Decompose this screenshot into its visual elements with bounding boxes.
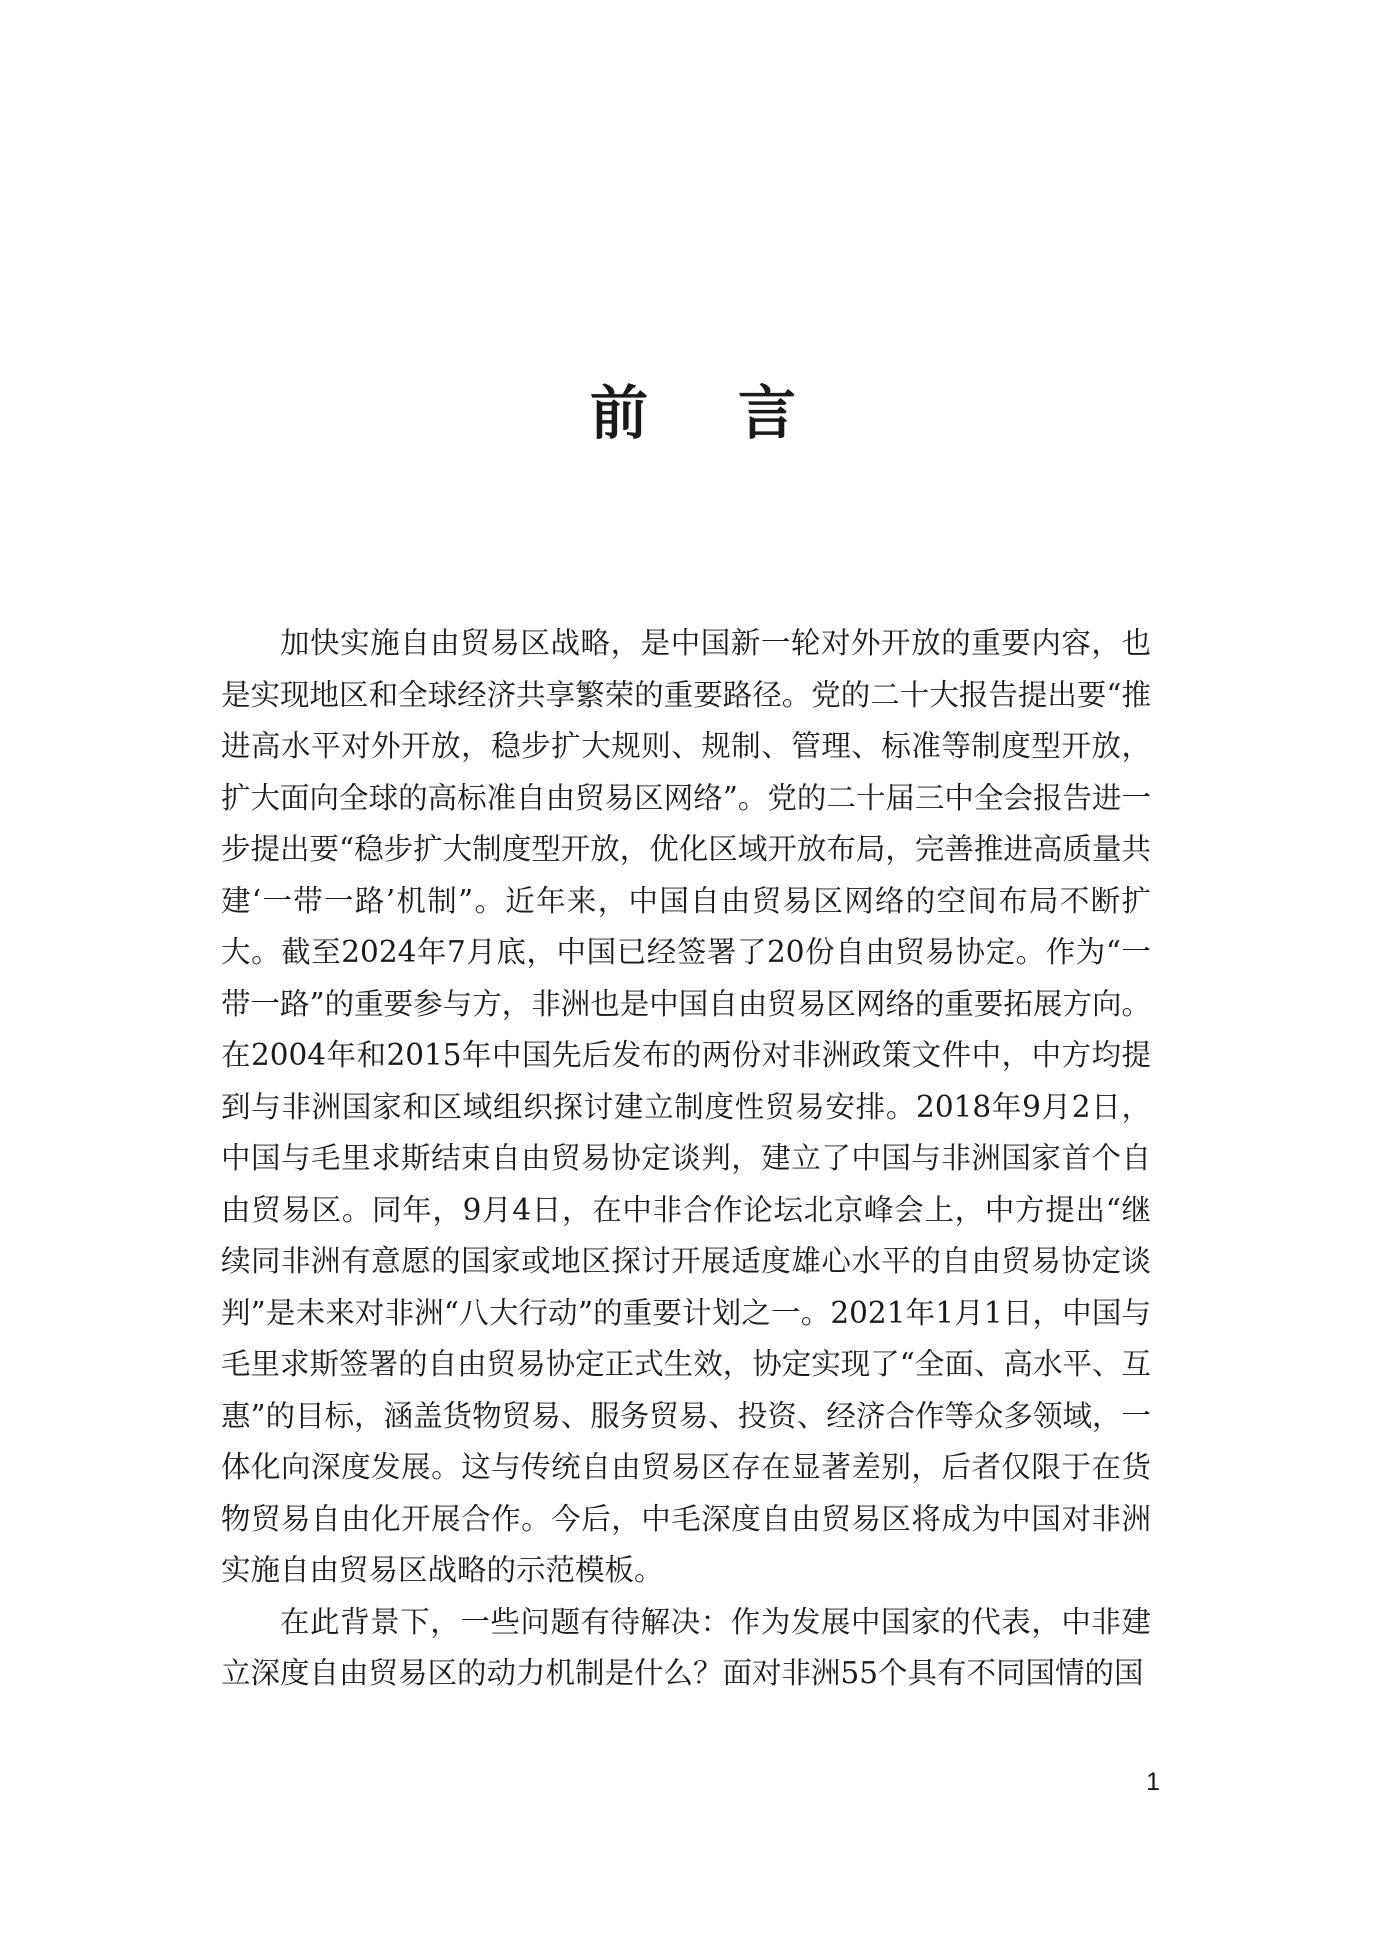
body-text	[221, 618, 1151, 1700]
paragraph-1: 加快实施自由贸易区战略，是中国新一轮对外开放的重要内容，也是实现地区和全球经济共享繁荣的重要路径。党的二十大报告提出要“推进高水平对外开放，稳步扩大规则、规制、管理、标准等制度型开放，扩大面向全球的高标准自由贸易区网络”。党的二十届三中全会报告进一步提出要“稳步扩大制度型开放，优化区域开放布局，完善推进高质量共建‘一带一路’机制”。近年来，中国自由贸易区网络的空间布局不断扩大。截至2024年7月底，中国已经签署了20份自由贸易协定。作为“一带一路”的重要参与方，非洲也是中国自由贸易区网络的重要拓展方向。在2004年和2015年中国先后发布的两份对非洲政策文件中，中方均提到与非洲国家和区域组织探讨建立制度性贸易安排。2018年9月2日，中国与毛里求斯结束自由贸易协定谈判，建立了中国与非洲国家首个自由贸易区。同年，9月4日，在中非合作论坛北京峰会上，中方提出“继续同非洲有意愿的国家或地区探讨开展适度雄心水平的自由贸易协定谈判”是未来对非洲“八大行动”的重要计划之一。2021年1月1日，中国与毛里求斯签署的自由贸易协定正式生效，协定实现了“全面、高水平、互惠”的目标，涵盖货物贸易、服务贸易、投资、经济合作等众多领域，一体化向深度发展。这与传统自由贸易区存在显著差别，后者仅限于在货物贸易自由化开展合作。今后，中毛深度自由贸易区将成为中国对非洲实施自由贸易区战略的示范模板。	[221, 626, 1151, 1587]
page-title: 前言	[589, 379, 886, 447]
paragraph-2: 在此背景下，一些问题有待解决：作为发展中国家的代表，中非建立深度自由贸易区的动力机制是什么？面对非洲55个具有不同国情的国	[221, 1604, 1151, 1690]
page-number: 1	[1146, 1768, 1160, 1796]
